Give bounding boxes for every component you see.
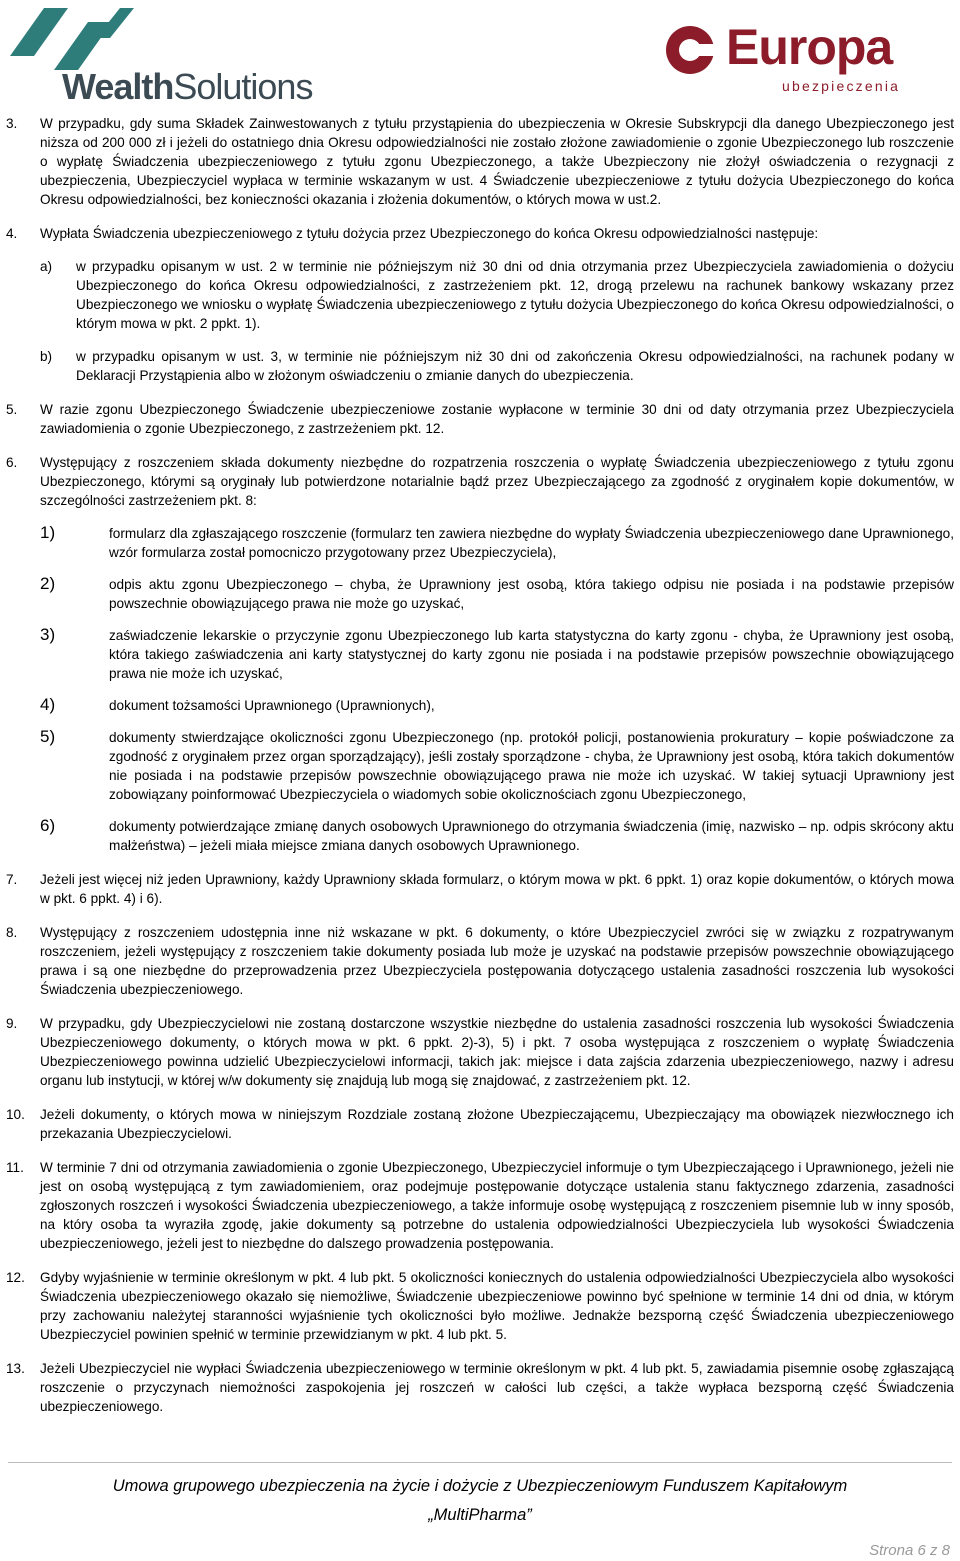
document-list-item-6 — [40, 817, 954, 855]
page-number: Strona 6 z 8 — [869, 1542, 950, 1559]
subparagraph-a — [40, 257, 954, 333]
paragraph-7 — [6, 870, 954, 908]
paragraph-8 — [6, 923, 954, 999]
paragraph-number: 8. — [6, 925, 18, 940]
page-header — [0, 0, 960, 110]
document-list-item-2 — [40, 575, 954, 613]
europa-logo-icon — [664, 24, 716, 76]
paragraph-text: Jeżeli Ubezpieczyciel nie wypłaci Świadczenia ubezpieczeniowego w terminie określonym w pkt. 4 lub pkt. 5, zawiadamia pisemnie osobę zgłaszającą roszczenie o przyczynach niemożności zaspokojenia jej roszczeń w całości lub części, a także wypłaca bezsporną część Świadczenia ubezpieczeniowego. — [40, 1361, 954, 1414]
paragraph-text: W przypadku, gdy suma Składek Zainwestowanych z tytułu przystąpienia do ubezpieczenia w Okresie Subskrypcji dla danego Ubezpieczonego jest niższa od 200 000 zł i jeżeli do ostatniego dnia Okresu odpowiedzialności nie zostało złożone zawiadomienie o zgonie Ubezpieczonego lub roszczenie o wypłatę Świadczenia ubezpieczeniowego z tytułu zgonu Ubezpieczonego, a także Ubezpieczony nie złożył oświadczenia o rezygnacji z ubezpieczenia, Ubezpieczyciel wypłaca w terminie wskazanym w ust. 4 Świadczenie ubezpieczeniowe z tytułu dożycia Ubezpieczonego do końca Okresu odpowiedzialności, bez konieczności okazania i złożenia dokumentów, o których mowa w ust.2. — [40, 116, 954, 207]
paragraph-3 — [6, 114, 954, 209]
list-number: 4) — [40, 695, 56, 714]
page-footer — [0, 1472, 960, 1530]
paragraph-4 — [6, 224, 954, 243]
paragraph-text: Gdyby wyjaśnienie w terminie określonym w pkt. 4 lub pkt. 5 okoliczności koniecznych do ustalenia odpowiedzialności Ubezpieczyciela albo wysokości Świadczenia ubezpieczeniowego okazało się niemożliwe, Świadczenie ubezpieczeniowe powinno być spełnione w terminie 14 dni od dnia, w którym przy zachowaniu należytej staranności wyjaśnienie tych okoliczności było możliwe. Jednakże bezsporną część Świadczenia ubezpieczeniowego Ubezpieczyciel powinien spełnić w terminie przewidzianym w pkt. 4 lub pkt. 5. — [40, 1270, 954, 1342]
paragraph-text: Występujący z roszczeniem składa dokumenty niezbędne do rozpatrzenia roszczenia o wypłatę Świadczenia ubezpieczeniowego z tytułu zgonu Ubezpieczonego, którymi są oryginały lub potwierdzone notarialnie bądź przez Ubezpieczającego za zgodność z oryginałem kopie dokumentów, w szczególności zastrzeżeniem pkt. 8: — [40, 455, 954, 508]
list-number: 1) — [40, 523, 56, 542]
footer-product-name: „MultiPharma” — [428, 1506, 532, 1524]
paragraph-text: Wypłata Świadczenia ubezpieczeniowego z tytułu dożycia przez Ubezpieczonego do końca Okresu odpowiedzialności następuje: — [40, 226, 819, 241]
list-text: dokumenty stwierdzające okoliczności zgonu Ubezpieczonego (np. protokół policji, postanowienia prokuratury – kopie poświadczone za zgodność z oryginałem przez organ sporządzający), jeśli zostały sporządzone - chyba, że Uprawniony jest osobą, która takich dokumentów nie posiada i na podstawie przepisów powszechnie obowiązującego prawa nie może ich uzyskać. W takiej sytuacji Uprawniony jest zobowiązany poinformować Ubezpieczyciela o wiadomych sobie okolicznościach zgonu Ubezpieczonego, — [109, 730, 954, 802]
paragraph-13 — [6, 1359, 954, 1416]
paragraph-10 — [6, 1105, 954, 1143]
list-text: odpis aktu zgonu Ubezpieczonego – chyba, że Uprawniony jest osobą, która takiego odpisu nie posiada i na podstawie przepisów powszechnie obowiązującego prawa nie może go uzyskać, — [109, 577, 954, 611]
wealthsolutions-logo-icon — [10, 4, 140, 70]
paragraph-number: 9. — [6, 1016, 18, 1031]
document-list-item-3 — [40, 626, 954, 683]
paragraph-number: 12. — [6, 1270, 25, 1285]
list-number: 6) — [40, 816, 56, 835]
list-text: zaświadczenie lekarskie o przyczynie zgonu Ubezpieczonego lub karta statystyczna do karty zgonu - chyba, że Uprawniony jest osobą, która takiego zaświadczenia ani karty statystycznej do karty zgonu nie posiada i na podstawie przepisów powszechnie obowiązującego prawa nie może ich uzyskać, — [109, 628, 954, 681]
subparagraph-text: w przypadku opisanym w ust. 3, w terminie nie późniejszym niż 30 dni od zakończenia Okresu odpowiedzialności, na rachunek podany w Deklaracji Przystąpienia albo w złożonym oświadczeniu o zmianie danych do ubezpieczenia. — [76, 349, 954, 383]
paragraph-9 — [6, 1014, 954, 1090]
paragraph-number: 7. — [6, 872, 18, 887]
paragraph-text: Jeżeli jest więcej niż jeden Uprawniony, każdy Uprawniony składa formularz, o którym mowa w pkt. 6 ppkt. 1) oraz kopie dokumentów, o których mowa w pkt. 6 ppkt. 4) i 6). — [40, 872, 954, 906]
document-list-item-4 — [40, 696, 954, 715]
paragraph-11 — [6, 1158, 954, 1253]
document-body — [6, 114, 954, 1431]
wealthsolutions-logo — [10, 4, 330, 106]
list-number: 3) — [40, 625, 56, 644]
paragraph-12 — [6, 1268, 954, 1344]
subparagraph-letter: a) — [40, 259, 53, 274]
list-text: dokumenty potwierdzające zmianę danych osobowych Uprawnionego do otrzymania świadczenia (imię, nazwisko – np. odpis skrócony aktu małżeństwa) – jeżeli miała miejsce zmiana danych osobowych Uprawnionego. — [109, 819, 954, 853]
subparagraph-letter: b) — [40, 349, 53, 364]
paragraph-number: 6. — [6, 455, 18, 470]
paragraph-number: 10. — [6, 1107, 25, 1122]
subparagraph-text: w przypadku opisanym w ust. 2 w terminie nie późniejszym niż 30 dni od dnia otrzymania przez Ubezpieczyciela zawiadomienia o dożyciu Ubezpieczonego do końca Okresu odpowiedzialności, z zastrzeżeniem pkt. 12, drogą przelewu na rachunek bankowy wskazany przez Ubezpieczonego we wniosku o wypłatę Świadczenia ubezpieczeniowego z tytułu dożycia Ubezpieczonego do końca Okresu odpowiedzialności, o którym mowa w pkt. 2 ppkt. 1). — [76, 259, 954, 331]
europa-logo-name: Europa — [726, 19, 893, 75]
list-text: formularz dla zgłaszającego roszczenie (formularz ten zawiera niezbędne do wypłaty Świadczenia ubezpieczeniowego dane Uprawnionego, wzór formularza został pomocniczo przygotowany przez Ubezpieczyciela), — [109, 526, 954, 560]
paragraph-number: 3. — [6, 116, 18, 131]
paragraph-text: W razie zgonu Ubezpieczonego Świadczenie ubezpieczeniowe zostanie wypłacone w terminie 30 dni od daty otrzymania przez Ubezpieczyciela zawiadomienia o zgonie Ubezpieczonego, z zastrzeżeniem pkt. 12. — [40, 402, 954, 436]
paragraph-number: 4. — [6, 226, 18, 241]
paragraph-text: Jeżeli dokumenty, o których mowa w niniejszym Rozdziale zostaną złożone Ubezpieczającemu, Ubezpieczający ma obowiązek niezwłocznego ich przekazania Ubezpieczycielowi. — [40, 1107, 954, 1141]
footer-divider — [8, 1462, 952, 1463]
logo-text-light: Solutions — [173, 66, 313, 107]
footer-title: Umowa grupowego ubezpieczenia na życie i dożycie z Ubezpieczeniowym Funduszem Kapitałowym — [112, 1477, 848, 1495]
list-number: 5) — [40, 727, 56, 746]
document-list-item-1 — [40, 524, 954, 562]
paragraph-5 — [6, 400, 954, 438]
paragraph-number: 11. — [6, 1160, 24, 1175]
europa-logo-subtitle: ubezpieczenia — [782, 78, 901, 94]
subparagraph-b — [40, 347, 954, 385]
list-text: dokument tożsamości Uprawnionego (Uprawnionych), — [109, 698, 435, 713]
paragraph-text: W przypadku, gdy Ubezpieczycielowi nie zostaną dostarczone wszystkie niezbędne do ustalenia zasadności roszczenia lub wysokości Świadczenia Ubezpieczeniowego dokumenty, o których mowa w pkt. 6 ppkt. 2)-3), 5) i pkt. 7 osoba występująca z roszczeniem o wypłatę Świadczenia Ubezpieczeniowego powinna udzielić Ubezpieczycielowi informacji, takich jak: miejsce i data zajścia zdarzenia ubezpieczeniowego, nazwy i adresu organu lub instytucji, w której w/w dokumenty się znajdują lub mogą się znajdować, z zastrzeżeniem pkt. 12. — [40, 1016, 954, 1088]
list-number: 2) — [40, 574, 56, 593]
logo-text-bold: Wealth — [62, 66, 174, 107]
paragraph-number: 13. — [6, 1361, 25, 1376]
paragraph-6 — [6, 453, 954, 510]
paragraph-text: W terminie 7 dni od otrzymania zawiadomienia o zgonie Ubezpieczonego, Ubezpieczyciel informuje o tym Ubezpieczającego i Uprawnionego, jeżeli nie jest on osobą występującą z tym zawiadomieniem, oraz podejmuje postępowanie dotyczące ustalenia stanu faktycznego zdarzenia, zasadności zgłoszonych roszczeń i wysokości Świadczenia ubezpieczeniowego, a także informuje osobę występującą z roszczeniem pisemnie lub w inny sposób, na który osoba ta wyraziła zgodę, jakie dokumenty są potrzebne do ustalenia odpowiedzialności Ubezpieczyciela lub wysokości Świadczenia ubezpieczeniowego, jeżeli jest to niezbędne do dalszego prowadzenia postępowania. — [40, 1160, 954, 1251]
wealthsolutions-logo-text — [62, 66, 312, 108]
paragraph-text: Występujący z roszczeniem udostępnia inne niż wskazane w pkt. 6 dokumenty, o które Ubezpieczyciel zwróci się w związku z rozpatrywanym roszczeniem, jeżeli występujący z roszczeniem takie dokumenty posiada lub może je uzyskać na podstawie przepisów powszechnie obowiązującego prawa i są one niezbędne do przeprowadzenia przez Ubezpieczyciela postępowania dotyczącego ustalenia zasadności roszczenia lub wysokości Świadczenia ubezpieczeniowego. — [40, 925, 954, 997]
document-list-item-5 — [40, 728, 954, 804]
europa-logo — [664, 10, 956, 100]
paragraph-number: 5. — [6, 402, 18, 417]
